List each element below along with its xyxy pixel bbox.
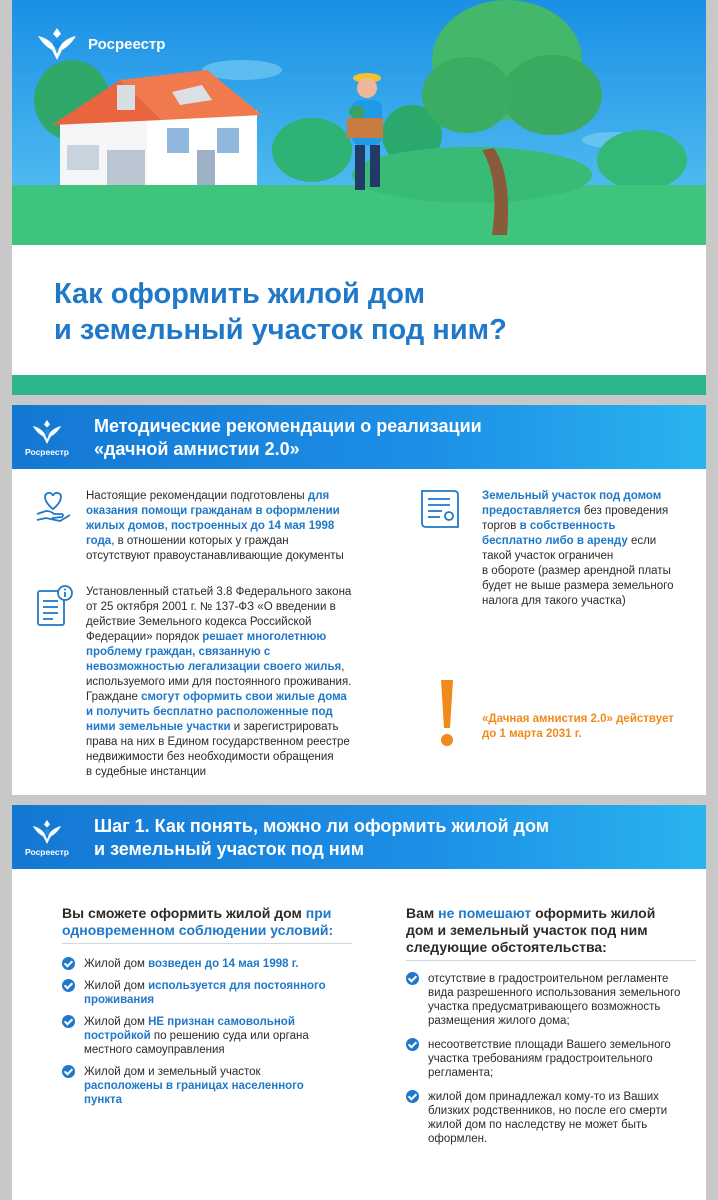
conditions-list xyxy=(62,957,326,1115)
checkmark-icon xyxy=(406,1038,419,1051)
text-block-deadline: «Дачная амнистия 2.0» действует до 1 марта 2031 г. xyxy=(482,713,674,740)
hero-card xyxy=(12,0,706,395)
list-item: жилой дом принадлежал кому-то из Ваших близких родственников, но после его смерти жилой дом по наследству не может быть оформлен. xyxy=(406,1090,680,1146)
divider xyxy=(406,960,696,961)
list-item: несоответствие площади Вашего земельного участка требованиям градостроительного регламента; xyxy=(406,1038,680,1080)
step1-card xyxy=(12,805,706,1200)
certificate-scroll-icon xyxy=(416,487,462,536)
text-block-law: Установленный статьей 3.8 Федерального закона от 25 октября 2001 г. № 137-ФЗ «О введении в действие Земельного кодекса Российской Федерации» порядок решает многолетнюю проблему граждан, связанную с невозможностью легализации своего жилья, используемого ими для постоянного проживания. Граждане смогут оформить свои жилые дома и получить бесплатно расположенные под ними земельные участки и зарегистрировать права на них в Едином государственном реестре недвижимости без необходимости обращения в судебные инстанции xyxy=(86,586,352,778)
exclamation-icon xyxy=(436,678,458,753)
checkmark-icon xyxy=(406,1090,419,1103)
list-item: Жилой дом используется для постоянного проживания xyxy=(62,979,326,1007)
list-item: Жилой дом возведен до 14 мая 1998 г. xyxy=(62,957,326,971)
eagle-emblem-icon xyxy=(29,817,65,847)
checkmark-icon xyxy=(62,1065,75,1078)
section-banner xyxy=(12,405,706,469)
recommendations-card xyxy=(12,405,706,795)
banner-logo: Росреестр xyxy=(12,405,82,469)
section-title: Методические рекомендации о реализации «дачной амнистии 2.0» xyxy=(94,416,482,459)
list-item: Жилой дом НЕ признан самовольной постройкой по решению суда или органа местного самоуправления xyxy=(62,1015,326,1057)
checkmark-icon xyxy=(62,979,75,992)
conditions-heading: Вы сможете оформить жилой дом при одновременном соблюдении условий: xyxy=(62,905,334,938)
banner-logo: Росреестр xyxy=(12,805,82,869)
eagle-emblem-icon xyxy=(34,24,80,64)
section-title: Шаг 1. Как понять, можно ли оформить жилой дом и земельный участок под ним xyxy=(94,816,550,859)
page-title: Как оформить жилой дом и земельный участок под ним? xyxy=(54,278,507,346)
text-block-land: Земельный участок под домом предоставляется без проведения торгов в собственность бесплатно либо в аренду если такой участок ограничен в обороте (размер арендной платы будет не выше размера земельного налога для такого участка) xyxy=(482,490,674,607)
list-item: отсутствие в градостроительном регламенте вида разрешенного использования земельного участка предусматривающего возможность размещения жилого дома; xyxy=(406,972,680,1028)
heart-hand-icon xyxy=(34,487,72,530)
checkmark-icon xyxy=(62,957,75,970)
bottom-strip xyxy=(12,375,706,395)
section-banner xyxy=(12,805,706,869)
eagle-emblem-icon xyxy=(29,417,65,447)
checkmark-icon xyxy=(62,1015,75,1028)
circumstances-heading: Вам не помешают оформить жилой дом и земельный участок под ним следующие обстоятельства: xyxy=(406,905,656,955)
circumstances-list xyxy=(406,972,680,1154)
brand-name: Росреестр xyxy=(88,35,166,53)
checkmark-icon xyxy=(406,972,419,985)
text-block-purpose: Настоящие рекомендации подготовлены для оказания помощи гражданам в оформлении жилых домов, построенных до 14 мая 1998 года, в отношении которых у граждан отсутствуют правоустанавливающие документы xyxy=(86,490,344,562)
divider xyxy=(62,943,352,944)
document-info-icon xyxy=(36,585,74,634)
list-item: Жилой дом и земельный участок расположены в границах населенного пункта xyxy=(62,1065,326,1107)
brand-logo xyxy=(34,24,165,64)
